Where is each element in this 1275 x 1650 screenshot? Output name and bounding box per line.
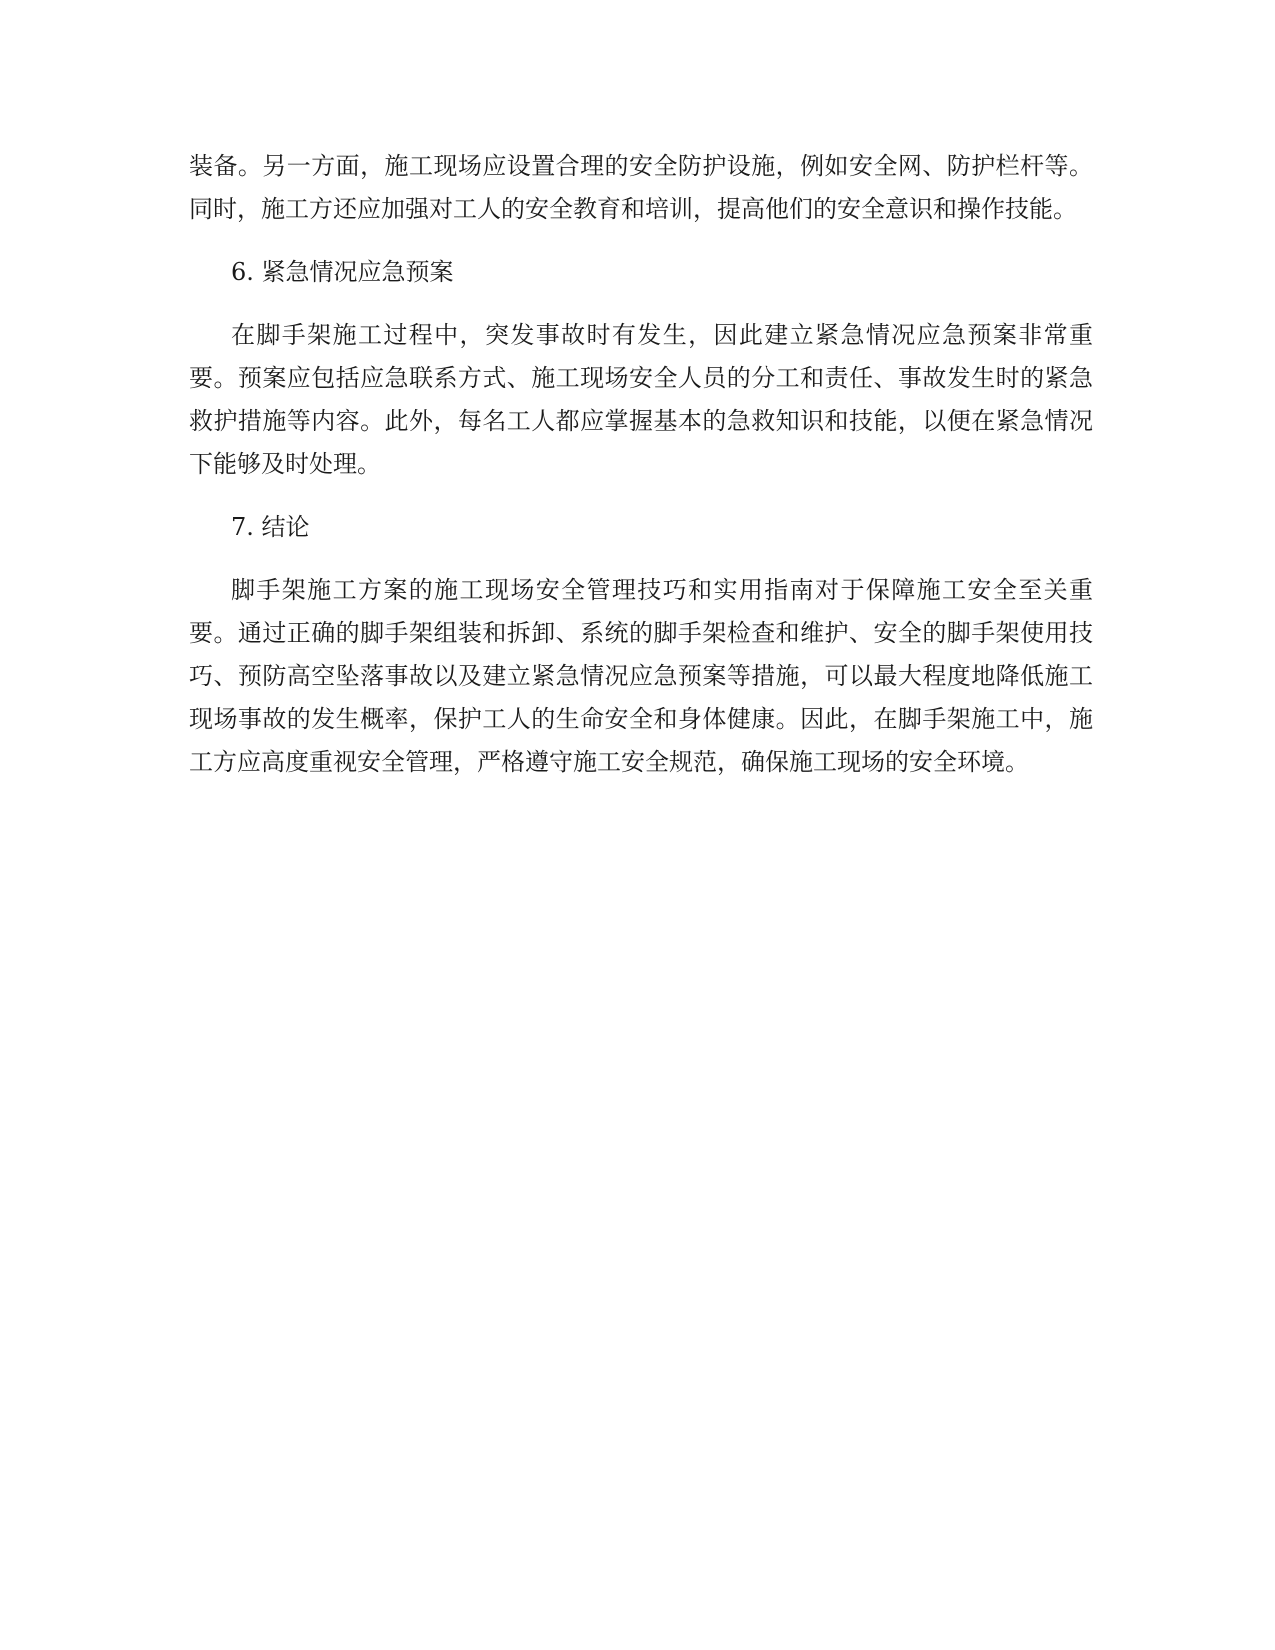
section-6-paragraph: 在脚手架施工过程中，突发事故时有发生，因此建立紧急情况应急预案非常重要。预案应包括应急联系方式、施工现场安全人员的分工和责任、事故发生时的紧急救护措施等内容。此外，每名工人都应掌握基本的急救知识和技能，以便在紧急情况下能够及时处理。 — [189, 321, 1093, 478]
continued-paragraph: 装备。另一方面，施工现场应设置合理的安全防护设施，例如安全网、防护栏杆等。同时，施工方还应加强对工人的安全教育和培训，提高他们的安全意识和操作技能。 — [189, 152, 1093, 223]
section-6-heading: 6. 紧急情况应急预案 — [231, 258, 454, 286]
section-7-heading: 7. 结论 — [231, 513, 310, 541]
document-body — [189, 145, 1093, 804]
section-7-paragraph: 脚手架施工方案的施工现场安全管理技巧和实用指南对于保障施工安全至关重要。通过正确的脚手架组装和拆卸、系统的脚手架检查和维护、安全的脚手架使用技巧、预防高空坠落事故以及建立紧急情况应急预案等措施，可以最大程度地降低施工现场事故的发生概率，保护工人的生命安全和身体健康。因此，在脚手架施工中，施工方应高度重视安全管理，严格遵守施工安全规范，确保施工现场的安全环境。 — [189, 576, 1093, 776]
